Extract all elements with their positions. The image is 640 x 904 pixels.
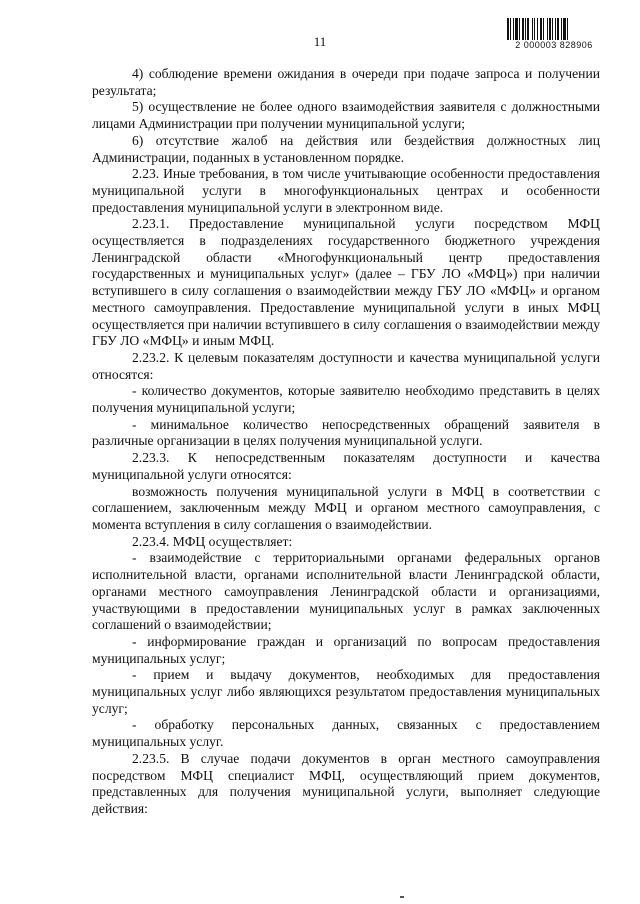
- paragraph: 2.23.5. В случае подачи документов в орган местного самоуправления посредством МФЦ специалист МФЦ, осуществляющий прием документов, представленных для получения муниципальной услуги, выполняет следующие действия:: [92, 750, 600, 816]
- paragraph: 6) отсутствие жалоб на действия или бездействия должностных лиц Администрации, поданных в установленном порядке.: [92, 132, 600, 165]
- paragraph: - обработку персональных данных, связанных с предоставлением муниципальных услуг.: [92, 717, 600, 750]
- barcode-bars: [506, 18, 602, 40]
- paragraph: 4) соблюдение времени ожидания в очереди при подаче запроса и получении результата;: [92, 66, 600, 98]
- paragraph: 2.23. Иные требования, в том числе учитывающие особенности предоставления муниципальной услуги в многофункциональных центрах и особенности предоставления муниципальной услуги в электронном виде.: [92, 166, 600, 215]
- paragraph: - взаимодействие с территориальными органами федеральных органов исполнительной власти, органами исполнительной власти Ленинградской области, органами местного самоуправления Ленинградской области и организациями, участвующими в предоставлении муниципальных услуг в рамках заключенных соглашений о взаимодействии;: [92, 550, 600, 633]
- paragraph: 2.23.3. К непосредственным показателям доступности и качества муниципальной услуги относятся:: [92, 450, 600, 482]
- paragraph: возможность получения муниципальной услуги в МФЦ в соответствии с соглашением, заключенным между МФЦ и органом местного самоуправления, с момента вступления в силу соглашения о взаимодействии.: [92, 483, 600, 532]
- paragraph: - прием и выдачу документов, необходимых для предоставления муниципальных услуг либо являющихся результатом предоставления муниципальных услуг;: [92, 667, 600, 716]
- barcode: [506, 18, 602, 50]
- paragraph: - минимальное количество непосредственных обращений заявителя в различные организации в целях получения муниципальной услуги.: [92, 416, 600, 449]
- paragraph: 2.23.2. К целевым показателям доступности и качества муниципальной услуги относятся:: [92, 349, 600, 382]
- paragraph: 2.23.1. Предоставление муниципальной услуги посредством МФЦ осуществляется в подразделениях государственного бюджетного учреждения Ленинградской области «Многофункциональный центр предоставления государственных и муниципальных услуг» (далее – ГБУ ЛО «МФЦ») при наличии вступившего в силу соглашения о взаимодействии между ГБУ ЛО «МФЦ» и органом местного самоуправления. Предоставление муниципальной услуги в иных МФЦ осуществляется при наличии вступившего в силу соглашения о взаимодействии между ГБУ ЛО «МФЦ» и иным МФЦ.: [92, 216, 600, 349]
- scan-mark: [400, 896, 404, 898]
- document-body: [92, 66, 600, 818]
- paragraph: 2.23.4. МФЦ осуществляет:: [132, 533, 293, 549]
- paragraph: - информирование граждан и организаций по вопросам предоставления муниципальных услуг;: [92, 633, 600, 666]
- barcode-number: 2 000003 828906: [515, 40, 593, 50]
- paragraph: - количество документов, которые заявителю необходимо представить в целях получения муниципальной услуги;: [92, 383, 600, 416]
- page-number: 11: [313, 34, 327, 49]
- paragraph: 5) осуществление не более одного взаимодействия заявителя с должностными лицами Администрации при получении муниципальной услуги;: [92, 99, 600, 132]
